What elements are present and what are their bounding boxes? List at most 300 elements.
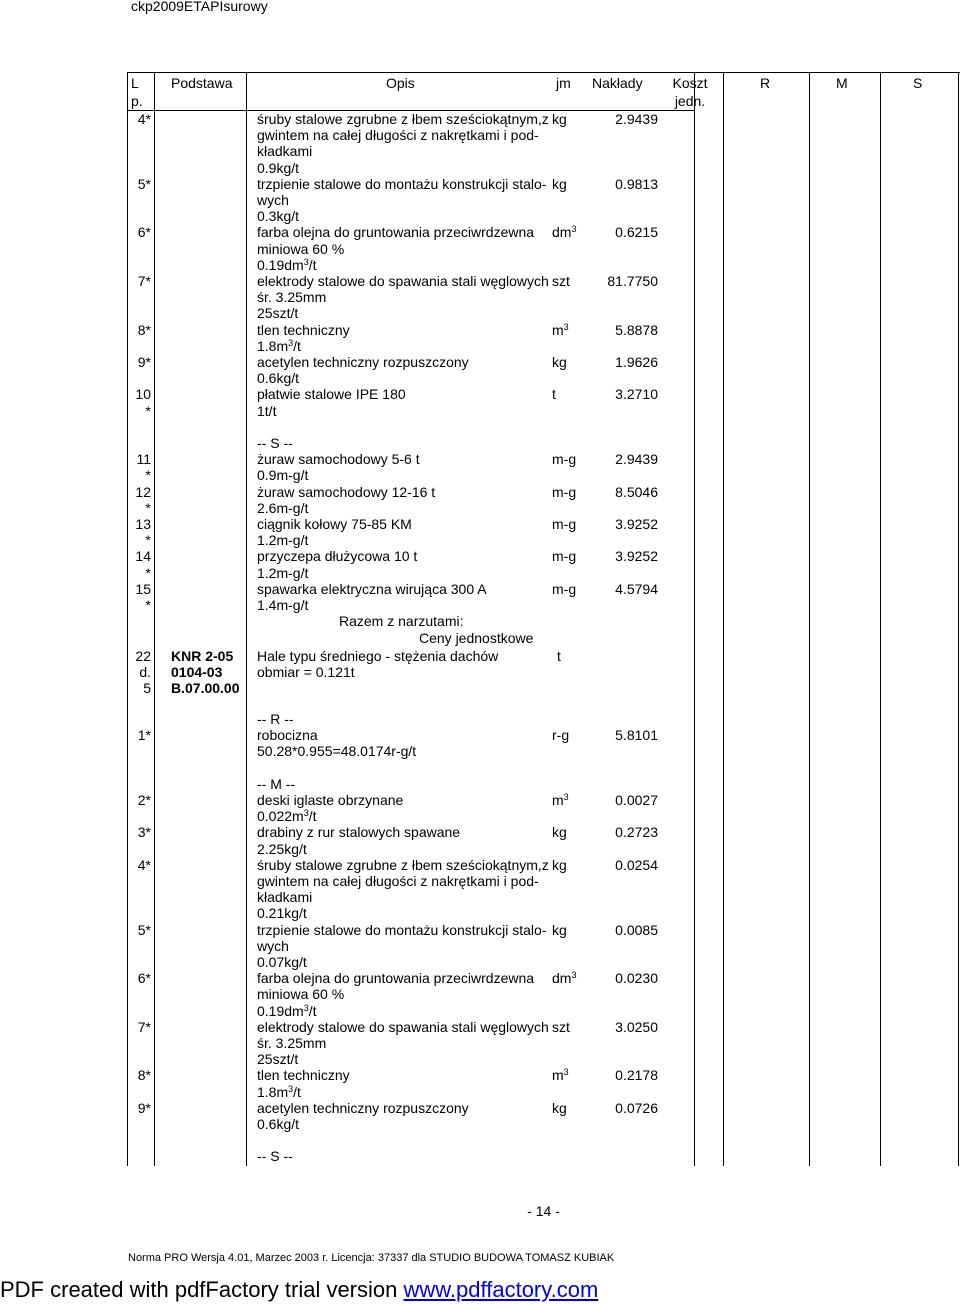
- header-r: R: [760, 75, 771, 91]
- table-row: [0, 1035, 960, 1052]
- row-opis-text: ciągnik kołowy 75-85 KM: [257, 516, 412, 532]
- row-jm: [552, 1100, 567, 1117]
- header-lp-label: L p.: [131, 75, 143, 109]
- row-opis: [257, 776, 295, 793]
- table-row: [0, 792, 960, 809]
- table-row: [0, 257, 960, 274]
- row-opis: [257, 808, 317, 825]
- row-opis-text: 0.07kg/t: [257, 954, 307, 970]
- table-row: [0, 905, 960, 922]
- row-naklady: 0.2178: [615, 1067, 658, 1084]
- row-opis: [257, 1148, 293, 1165]
- row-naklady: 0.0230: [615, 970, 658, 987]
- row-opis: [257, 873, 539, 890]
- row-opis-text: śruby stalowe zgrubne z łbem sześciokątnym,z: [257, 111, 549, 127]
- header-s: S: [913, 75, 923, 91]
- table-row: [0, 1003, 960, 1020]
- row-opis-text: wych: [257, 937, 289, 954]
- row-naklady: 8.5046: [615, 483, 658, 500]
- row-jm-text: kg: [552, 921, 567, 938]
- position-podstawa-1: KNR 2-05: [171, 648, 234, 664]
- table-row: [0, 289, 960, 306]
- table-row: [0, 824, 960, 841]
- row-naklady: 3.9252: [615, 548, 658, 565]
- row-lp: 3*: [137, 824, 151, 841]
- table-row: [0, 711, 960, 728]
- row-lp: 6*: [137, 970, 151, 987]
- table-row: [0, 451, 960, 468]
- row-jm: [552, 273, 570, 290]
- row-jm-text: m: [552, 321, 564, 338]
- row-opis: [257, 792, 403, 809]
- row-opis-text: 50.28*0.955=48.0174r-g/t: [257, 743, 417, 760]
- row-opis-text: acetylen techniczny rozpuszczony: [257, 354, 469, 370]
- row-opis: [257, 1051, 298, 1068]
- row-opis-text: spawarka elektryczna wirująca 300 A: [257, 580, 487, 597]
- row-lp: 7*: [137, 1018, 151, 1035]
- row-opis: [257, 581, 487, 598]
- row-opis: [257, 111, 549, 128]
- row-lp: *: [145, 532, 151, 549]
- row-jm-text: m: [552, 792, 564, 808]
- table-row: [0, 922, 960, 939]
- row-opis-text: kładkami: [257, 889, 313, 906]
- row-opis-text: 0.6kg/t: [257, 370, 300, 387]
- row-lp: 1*: [137, 727, 151, 744]
- header-lp: [131, 74, 153, 110]
- row-lp: 6*: [137, 224, 151, 241]
- row-opis: [257, 467, 308, 484]
- position-opis-1: Hale typu średniego - stężenia dachów: [257, 648, 499, 664]
- table-row: [0, 760, 960, 777]
- position-row: [0, 680, 960, 697]
- row-opis-text: 1.2m-g/t: [257, 532, 309, 549]
- row-opis-text: -- S --: [257, 435, 293, 451]
- row-lp: 2*: [137, 792, 151, 808]
- row-jm-text: kg: [552, 824, 567, 841]
- header-podstawa: Podstawa: [171, 75, 233, 91]
- row-jm: [552, 224, 576, 241]
- row-opis-text: przyczepa dłużycowa 10 t: [257, 548, 418, 565]
- pdf-banner: [0, 1277, 598, 1303]
- row-opis: [257, 1067, 350, 1084]
- row-jm-text: szt: [552, 1018, 570, 1035]
- row-opis: [257, 176, 546, 193]
- row-opis: [257, 435, 293, 452]
- table-row: [0, 889, 960, 906]
- position-lp-2: d.: [139, 664, 151, 680]
- row-lp: 14: [135, 548, 151, 565]
- table-row: [0, 565, 960, 582]
- table-row: [0, 192, 960, 209]
- table-row: [0, 954, 960, 971]
- row-naklady: 0.6215: [615, 224, 658, 241]
- row-opis: [257, 500, 308, 517]
- position-lp-3: 5: [143, 680, 151, 696]
- pdf-banner-link[interactable]: www.pdffactory.com: [403, 1277, 599, 1302]
- row-opis-suffix: /t: [293, 337, 301, 354]
- ceny-label: Ceny jednostkowe: [419, 630, 534, 646]
- row-jm-sup: 3: [563, 792, 569, 802]
- row-lp: 15: [135, 580, 151, 597]
- row-opis: [257, 143, 312, 160]
- table-row: [0, 938, 960, 955]
- row-opis-text: płatwie stalowe IPE 180: [257, 386, 406, 403]
- document-title: ckp2009ETAPIsurowy: [131, 0, 268, 14]
- row-opis-text: 0.21kg/t: [257, 905, 307, 922]
- row-jm: [552, 548, 576, 565]
- row-naklady: 4.5794: [615, 580, 658, 597]
- table-row: [0, 516, 960, 533]
- row-jm: [552, 111, 567, 128]
- row-jm-text: t: [552, 386, 556, 403]
- row-opis-text: 1t/t: [257, 402, 277, 419]
- table-row: [0, 727, 960, 744]
- table-row: [0, 435, 960, 452]
- row-opis: [257, 1100, 469, 1117]
- pdf-banner-text: PDF created with pdfFactory trial version: [0, 1277, 404, 1302]
- row-opis-text: śr. 3.25mm: [257, 1035, 327, 1051]
- row-opis: [257, 484, 435, 501]
- table-row: [0, 841, 960, 858]
- row-jm-text: dm: [552, 224, 572, 241]
- row-opis: [257, 922, 546, 939]
- row-opis: [257, 305, 298, 322]
- row-opis-text: 1.2m-g/t: [257, 564, 309, 581]
- row-jm-text: m-g: [552, 451, 577, 468]
- row-lp: *: [145, 467, 151, 484]
- table-row: [0, 338, 960, 355]
- row-jm: [552, 1067, 569, 1084]
- row-opis-text: żuraw samochodowy 12-16 t: [257, 483, 436, 500]
- row-lp: 7*: [137, 273, 151, 289]
- position-podstawa-3: B.07.00.00: [171, 680, 240, 696]
- row-opis-suffix: /t: [308, 1002, 317, 1019]
- row-jm-sup: 3: [571, 970, 577, 981]
- row-jm: [552, 1019, 570, 1036]
- row-opis-text: 0.19dm: [257, 1002, 304, 1019]
- table-row: [0, 500, 960, 517]
- table-row: [0, 873, 960, 890]
- row-opis: [257, 192, 289, 209]
- table-row: [0, 581, 960, 598]
- row-opis: [257, 938, 289, 955]
- table-row: [0, 743, 960, 760]
- row-opis: [257, 127, 539, 144]
- row-opis: [257, 711, 294, 728]
- row-opis-text: 25szt/t: [257, 305, 299, 322]
- row-jm-text: kg: [552, 111, 567, 127]
- row-lp: 11: [136, 451, 151, 468]
- table-row: [0, 970, 960, 987]
- row-opis-sup: 3: [288, 1083, 294, 1094]
- table-row: [0, 386, 960, 403]
- row-jm-sup: 3: [563, 321, 569, 332]
- row-naklady: 0.0254: [615, 856, 658, 873]
- row-lp: 12: [135, 483, 151, 500]
- row-opis: [257, 841, 307, 858]
- position-opis-2: obmiar = 0.121t: [257, 664, 355, 680]
- table-row: [0, 127, 960, 144]
- row-opis: [257, 160, 299, 177]
- table-row: [0, 322, 960, 339]
- row-jm: [552, 792, 569, 809]
- row-naklady: 1.9626: [615, 354, 658, 370]
- table-row: [0, 208, 960, 225]
- row-opis-text: drabiny z rur stalowych spawane: [257, 824, 461, 841]
- row-opis: [257, 1116, 299, 1133]
- row-opis: [257, 338, 301, 355]
- table-row: [0, 467, 960, 484]
- header-naklady: Nakłady: [592, 75, 643, 91]
- table-row: [0, 857, 960, 874]
- row-jm: [552, 354, 567, 371]
- row-opis-text: żuraw samochodowy 5-6 t: [257, 451, 420, 468]
- table-row: [0, 484, 960, 501]
- table-row: [0, 597, 960, 614]
- row-jm: [552, 484, 576, 501]
- row-opis-text: tlen techniczny: [257, 321, 350, 338]
- row-naklady: 3.2710: [615, 386, 658, 403]
- row-opis-text: gwintem na całej długości z nakrętkami i pod-: [257, 127, 539, 144]
- row-opis-text: elektrody stalowe do spawania stali węglowych: [257, 1018, 549, 1035]
- row-opis: [257, 354, 469, 371]
- row-opis-text: farba olejna do gruntowania przeciwrdzewna: [257, 224, 535, 241]
- table-row: [0, 160, 960, 177]
- position-row: [0, 648, 960, 665]
- row-opis: [257, 986, 344, 1003]
- table-row: [0, 1100, 960, 1117]
- row-jm-text: kg: [552, 1099, 567, 1116]
- row-opis: [257, 224, 534, 241]
- row-lp: 5*: [137, 175, 151, 192]
- row-opis-text: 2.25kg/t: [257, 840, 307, 857]
- row-opis-sup: 3: [288, 337, 294, 348]
- row-opis: [257, 889, 312, 906]
- row-opis-text: tlen techniczny: [257, 1067, 350, 1084]
- row-lp: *: [145, 564, 151, 581]
- table-row: [0, 273, 960, 290]
- table-row: [0, 354, 960, 371]
- row-opis-text: miniowa 60 %: [257, 986, 345, 1003]
- row-opis-text: śr. 3.25mm: [257, 289, 327, 306]
- row-jm: [552, 516, 576, 533]
- row-opis: [257, 548, 417, 565]
- table-row: [0, 176, 960, 193]
- row-opis-text: miniowa 60 %: [257, 240, 345, 257]
- position-row: [0, 664, 960, 681]
- row-naklady: 5.8878: [615, 321, 658, 338]
- row-jm: [552, 922, 567, 939]
- row-opis: [257, 1035, 326, 1052]
- row-jm: [552, 857, 567, 874]
- row-opis: [257, 451, 420, 468]
- table-row: [0, 1132, 960, 1149]
- row-opis-text: trzpienie stalowe do montażu konstrukcji stalo-: [257, 921, 547, 938]
- row-opis-text: -- R --: [257, 711, 294, 727]
- row-opis: [257, 370, 299, 387]
- row-lp: 9*: [137, 1099, 151, 1116]
- row-opis-text: śruby stalowe zgrubne z łbem sześciokątnym,z: [257, 856, 549, 873]
- row-jm: [552, 727, 569, 744]
- table-row: [0, 370, 960, 387]
- row-naklady: 0.9813: [615, 175, 658, 192]
- row-lp: 13: [135, 516, 151, 532]
- row-jm-text: m-g: [552, 516, 577, 532]
- table-row: [0, 419, 960, 436]
- table-row: [0, 241, 960, 258]
- table-row: [0, 1051, 960, 1068]
- row-jm: [552, 386, 556, 403]
- row-jm: [552, 176, 567, 193]
- page-number: - 14 -: [527, 1203, 560, 1219]
- row-lp: *: [145, 402, 151, 419]
- row-opis-sup: 3: [303, 256, 309, 267]
- row-opis: [257, 1084, 301, 1101]
- table-row: [0, 143, 960, 160]
- row-opis: [257, 1019, 549, 1036]
- row-lp: *: [145, 499, 151, 516]
- row-naklady: 0.0726: [615, 1099, 658, 1116]
- row-jm-text: m-g: [552, 580, 577, 597]
- row-lp: 5*: [137, 921, 151, 938]
- row-lp: 4*: [137, 856, 151, 873]
- row-jm-text: szt: [552, 273, 570, 289]
- row-jm: [552, 322, 569, 339]
- razem-label: Razem z narzutami:: [339, 613, 464, 629]
- row-naklady: 5.8101: [615, 727, 658, 744]
- row-opis: [257, 257, 317, 274]
- header-m: M: [836, 75, 848, 91]
- row-opis-text: 0.022m: [257, 808, 304, 825]
- row-opis: [257, 954, 307, 971]
- row-opis: [257, 386, 406, 403]
- row-opis-suffix: /t: [308, 808, 317, 825]
- row-naklady: 0.2723: [615, 824, 658, 841]
- row-opis: [257, 208, 299, 225]
- row-opis-text: trzpienie stalowe do montażu konstrukcji stalo-: [257, 175, 547, 192]
- position-lp-1: 22: [135, 648, 151, 664]
- row-opis-text: 1.4m-g/t: [257, 597, 309, 613]
- row-naklady: 0.0085: [615, 921, 658, 938]
- row-opis-text: elektrody stalowe do spawania stali węglowych: [257, 273, 549, 289]
- row-lp: 9*: [137, 354, 151, 370]
- row-opis-suffix: /t: [293, 1083, 301, 1100]
- table-row: [0, 548, 960, 565]
- row-opis: [257, 516, 412, 533]
- row-opis-text: farba olejna do gruntowania przeciwrdzewna: [257, 970, 535, 987]
- row-naklady: 2.9439: [615, 111, 658, 127]
- row-lp: 10: [135, 386, 151, 403]
- table-row: [0, 532, 960, 549]
- row-opis-sup: 3: [303, 808, 309, 819]
- row-opis-text: 0.3kg/t: [257, 208, 300, 225]
- table-row: [0, 403, 960, 420]
- row-opis: [257, 273, 549, 290]
- table-row: [0, 1116, 960, 1133]
- row-opis: [257, 743, 416, 760]
- row-opis-text: 1.8m: [257, 337, 289, 354]
- row-opis: [257, 1003, 317, 1020]
- row-opis-text: 2.6m-g/t: [257, 499, 309, 516]
- row-opis-text: acetylen techniczny rozpuszczony: [257, 1099, 469, 1116]
- position-podstawa-2: 0104-03: [171, 664, 223, 680]
- row-opis-suffix: /t: [308, 256, 317, 273]
- row-jm: [552, 451, 576, 468]
- row-naklady: 3.9252: [615, 516, 658, 532]
- table-row: [0, 1148, 960, 1165]
- table-top-border: [127, 72, 960, 73]
- row-opis-text: robocizna: [257, 727, 318, 744]
- row-opis: [257, 597, 308, 614]
- row-jm-text: dm: [552, 970, 572, 987]
- row-naklady: 2.9439: [615, 451, 658, 468]
- row-jm-text: m: [552, 1067, 564, 1084]
- table-row: [0, 305, 960, 322]
- row-opis: [257, 565, 308, 582]
- row-naklady: 0.0027: [615, 792, 658, 808]
- row-opis-text: 25szt/t: [257, 1051, 299, 1068]
- row-naklady: 3.0250: [615, 1018, 658, 1035]
- row-opis-text: -- M --: [257, 775, 296, 792]
- row-opis-sup: 3: [303, 1002, 309, 1013]
- row-opis: [257, 241, 344, 258]
- table-row: [0, 776, 960, 793]
- row-opis-text: 0.19dm: [257, 256, 304, 273]
- row-opis: [257, 532, 308, 549]
- row-opis-text: kładkami: [257, 143, 313, 160]
- row-opis: [257, 322, 350, 339]
- row-opis-text: 1.8m: [257, 1083, 289, 1100]
- table-row: [0, 986, 960, 1003]
- table-row: [0, 224, 960, 241]
- row-opis: [257, 970, 534, 987]
- header-koszt: Koszt jedn.: [672, 75, 708, 109]
- row-opis-text: 0.9kg/t: [257, 159, 300, 176]
- row-lp: *: [145, 597, 151, 613]
- row-lp: 8*: [137, 1067, 151, 1084]
- row-lp: 4*: [137, 111, 151, 127]
- row-jm-text: r-g: [552, 727, 570, 744]
- table-row: [0, 111, 960, 128]
- row-jm-text: m-g: [552, 483, 577, 500]
- row-opis: [257, 727, 318, 744]
- row-jm-sup: 3: [571, 224, 577, 235]
- row-jm-text: kg: [552, 354, 567, 370]
- row-opis-text: -- S --: [257, 1148, 293, 1165]
- row-jm: [552, 581, 576, 598]
- row-jm: [552, 970, 576, 987]
- row-opis: [257, 289, 326, 306]
- row-jm-text: kg: [552, 856, 567, 873]
- row-opis-text: wych: [257, 192, 289, 208]
- header-jm: jm: [556, 75, 571, 91]
- table-row: [0, 808, 960, 825]
- row-opis: [257, 824, 460, 841]
- row-opis-text: gwintem na całej długości z nakrętkami i pod-: [257, 873, 539, 889]
- row-jm-sup: 3: [563, 1067, 569, 1078]
- row-jm-text: m-g: [552, 548, 577, 565]
- row-opis-text: deski iglaste obrzynane: [257, 792, 404, 808]
- table-row: [0, 1084, 960, 1101]
- header-opis: Opis: [386, 75, 415, 91]
- row-opis: [257, 403, 276, 420]
- row-jm-text: kg: [552, 175, 567, 192]
- row-opis: [257, 857, 549, 874]
- position-jm: t: [557, 648, 561, 664]
- table-row: [0, 1067, 960, 1084]
- row-opis-text: 0.9m-g/t: [257, 467, 309, 484]
